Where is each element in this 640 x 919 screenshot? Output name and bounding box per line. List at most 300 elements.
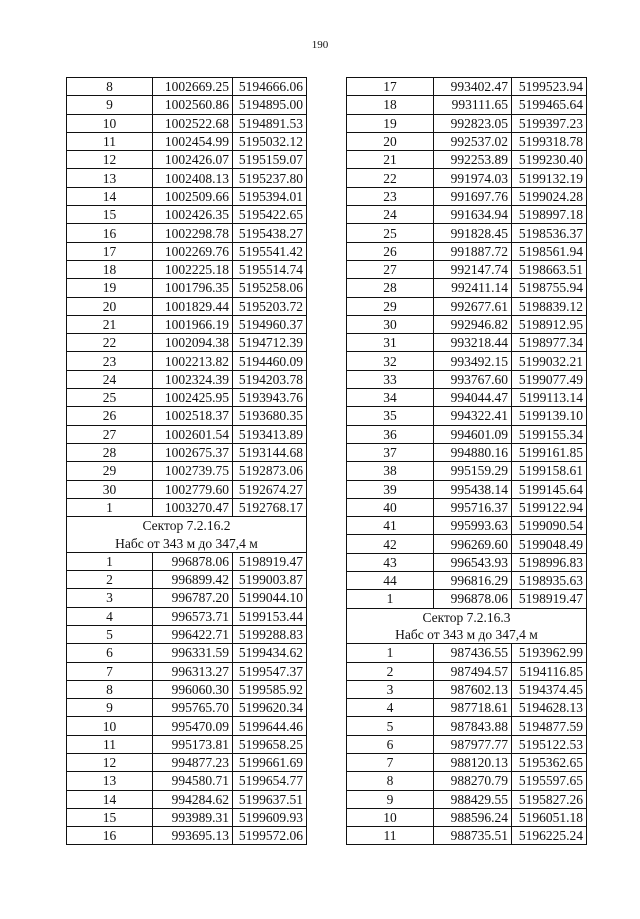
table-row bbox=[67, 169, 307, 187]
table-row bbox=[347, 717, 587, 735]
table-row bbox=[347, 827, 587, 845]
table-row bbox=[347, 334, 587, 352]
x-coordinate-cell: 1002669.25 bbox=[153, 78, 233, 96]
table-row bbox=[67, 389, 307, 407]
x-coordinate-cell: 996331.59 bbox=[153, 644, 233, 662]
table-row bbox=[67, 808, 307, 826]
y-coordinate-cell: 5199132.19 bbox=[512, 169, 587, 187]
point-number-cell: 20 bbox=[347, 132, 434, 150]
table-row bbox=[347, 315, 587, 333]
x-coordinate-cell: 991634.94 bbox=[434, 206, 512, 224]
y-coordinate-cell: 5194203.78 bbox=[233, 370, 307, 388]
x-coordinate-cell: 994322.41 bbox=[434, 407, 512, 425]
point-number-cell: 42 bbox=[347, 535, 434, 553]
point-number-cell: 6 bbox=[67, 644, 153, 662]
point-number-cell: 23 bbox=[347, 187, 434, 205]
point-number-cell: 31 bbox=[347, 334, 434, 352]
table-row bbox=[67, 279, 307, 297]
point-number-cell: 4 bbox=[347, 699, 434, 717]
point-number-cell: 8 bbox=[347, 772, 434, 790]
table-row bbox=[347, 735, 587, 753]
y-coordinate-cell: 5196225.24 bbox=[512, 827, 587, 845]
table-row bbox=[67, 498, 307, 516]
y-coordinate-cell: 5194374.45 bbox=[512, 680, 587, 698]
x-coordinate-cell: 992677.61 bbox=[434, 297, 512, 315]
y-coordinate-cell: 5199032.21 bbox=[512, 352, 587, 370]
x-coordinate-cell: 991828.45 bbox=[434, 224, 512, 242]
table-row bbox=[67, 571, 307, 589]
point-number-cell: 23 bbox=[67, 352, 153, 370]
y-coordinate-cell: 5195159.07 bbox=[233, 151, 307, 169]
x-coordinate-cell: 988735.51 bbox=[434, 827, 512, 845]
x-coordinate-cell: 1003270.47 bbox=[153, 498, 233, 516]
y-coordinate-cell: 5192873.06 bbox=[233, 462, 307, 480]
table-row bbox=[67, 151, 307, 169]
table-row bbox=[67, 96, 307, 114]
point-number-cell: 11 bbox=[67, 735, 153, 753]
point-number-cell: 11 bbox=[347, 827, 434, 845]
point-number-cell: 32 bbox=[347, 352, 434, 370]
x-coordinate-cell: 991697.76 bbox=[434, 187, 512, 205]
x-coordinate-cell: 992253.89 bbox=[434, 151, 512, 169]
point-number-cell: 10 bbox=[347, 808, 434, 826]
x-coordinate-cell: 996899.42 bbox=[153, 571, 233, 589]
table-row bbox=[67, 625, 307, 643]
table-row bbox=[347, 753, 587, 771]
y-coordinate-cell: 5198935.63 bbox=[512, 572, 587, 590]
table-row bbox=[347, 187, 587, 205]
table-row bbox=[67, 607, 307, 625]
x-coordinate-cell: 1002739.75 bbox=[153, 462, 233, 480]
table-row bbox=[67, 735, 307, 753]
x-coordinate-cell: 996422.71 bbox=[153, 625, 233, 643]
x-coordinate-cell: 996060.30 bbox=[153, 680, 233, 698]
table-row bbox=[67, 480, 307, 498]
x-coordinate-cell: 988270.79 bbox=[434, 772, 512, 790]
x-coordinate-cell: 987436.55 bbox=[434, 644, 512, 662]
x-coordinate-cell: 1002454.99 bbox=[153, 132, 233, 150]
point-number-cell: 12 bbox=[67, 151, 153, 169]
y-coordinate-cell: 5198839.12 bbox=[512, 297, 587, 315]
point-number-cell: 26 bbox=[347, 242, 434, 260]
point-number-cell: 17 bbox=[67, 242, 153, 260]
y-coordinate-cell: 5195394.01 bbox=[233, 187, 307, 205]
point-number-cell: 1 bbox=[67, 498, 153, 516]
x-coordinate-cell: 1002094.38 bbox=[153, 334, 233, 352]
right-rows-b bbox=[347, 644, 587, 845]
y-coordinate-cell: 5199288.83 bbox=[233, 625, 307, 643]
left-rows-a bbox=[67, 78, 307, 517]
y-coordinate-cell: 5199434.62 bbox=[233, 644, 307, 662]
y-coordinate-cell: 5199158.61 bbox=[512, 462, 587, 480]
point-number-cell: 17 bbox=[347, 78, 434, 96]
y-coordinate-cell: 5199044.10 bbox=[233, 589, 307, 607]
x-coordinate-cell: 994044.47 bbox=[434, 389, 512, 407]
x-coordinate-cell: 993695.13 bbox=[153, 827, 233, 845]
x-coordinate-cell: 992946.82 bbox=[434, 315, 512, 333]
x-coordinate-cell: 1001829.44 bbox=[153, 297, 233, 315]
x-coordinate-cell: 1002779.60 bbox=[153, 480, 233, 498]
y-coordinate-cell: 5199077.49 bbox=[512, 370, 587, 388]
point-number-cell: 22 bbox=[347, 169, 434, 187]
coordinates-table-right bbox=[346, 77, 587, 845]
table-row bbox=[347, 425, 587, 443]
y-coordinate-cell: 5194891.53 bbox=[233, 114, 307, 132]
point-number-cell: 1 bbox=[67, 552, 153, 570]
table-row bbox=[347, 78, 587, 96]
x-coordinate-cell: 987602.13 bbox=[434, 680, 512, 698]
point-number-cell: 34 bbox=[347, 389, 434, 407]
table-row bbox=[347, 699, 587, 717]
y-coordinate-cell: 5195597.65 bbox=[512, 772, 587, 790]
y-coordinate-cell: 5194877.59 bbox=[512, 717, 587, 735]
y-coordinate-cell: 5199048.49 bbox=[512, 535, 587, 553]
y-coordinate-cell: 5193144.68 bbox=[233, 443, 307, 461]
x-coordinate-cell: 1002601.54 bbox=[153, 425, 233, 443]
point-number-cell: 1 bbox=[347, 644, 434, 662]
point-number-cell: 9 bbox=[347, 790, 434, 808]
x-coordinate-cell: 1002426.07 bbox=[153, 151, 233, 169]
table-row bbox=[67, 187, 307, 205]
x-coordinate-cell: 995438.14 bbox=[434, 480, 512, 498]
point-number-cell: 25 bbox=[67, 389, 153, 407]
y-coordinate-cell: 5199644.46 bbox=[233, 717, 307, 735]
table-row bbox=[67, 644, 307, 662]
point-number-cell: 41 bbox=[347, 517, 434, 535]
y-coordinate-cell: 5195362.65 bbox=[512, 753, 587, 771]
y-coordinate-cell: 5198912.95 bbox=[512, 315, 587, 333]
point-number-cell: 12 bbox=[67, 753, 153, 771]
table-row bbox=[347, 480, 587, 498]
point-number-cell: 5 bbox=[347, 717, 434, 735]
y-coordinate-cell: 5198755.94 bbox=[512, 279, 587, 297]
table-row bbox=[67, 443, 307, 461]
point-number-cell: 38 bbox=[347, 462, 434, 480]
table-row bbox=[347, 535, 587, 553]
x-coordinate-cell: 1002269.76 bbox=[153, 242, 233, 260]
point-number-cell: 1 bbox=[347, 590, 434, 608]
right-rows-a bbox=[347, 78, 587, 609]
table-row bbox=[347, 260, 587, 278]
table-row bbox=[347, 279, 587, 297]
right-section-header bbox=[347, 608, 587, 644]
table-row bbox=[347, 553, 587, 571]
x-coordinate-cell: 1002675.37 bbox=[153, 443, 233, 461]
point-number-cell: 30 bbox=[67, 480, 153, 498]
table-row bbox=[67, 297, 307, 315]
x-coordinate-cell: 987977.77 bbox=[434, 735, 512, 753]
table-row bbox=[67, 224, 307, 242]
point-number-cell: 2 bbox=[67, 571, 153, 589]
y-coordinate-cell: 5199523.94 bbox=[512, 78, 587, 96]
x-coordinate-cell: 996543.93 bbox=[434, 553, 512, 571]
table-row bbox=[67, 753, 307, 771]
x-coordinate-cell: 991974.03 bbox=[434, 169, 512, 187]
table-row bbox=[347, 517, 587, 535]
y-coordinate-cell: 5194666.06 bbox=[233, 78, 307, 96]
point-number-cell: 13 bbox=[67, 169, 153, 187]
y-coordinate-cell: 5199122.94 bbox=[512, 498, 587, 516]
point-number-cell: 8 bbox=[67, 680, 153, 698]
table-row bbox=[347, 370, 587, 388]
point-number-cell: 29 bbox=[347, 297, 434, 315]
table-row bbox=[67, 407, 307, 425]
table-row bbox=[67, 334, 307, 352]
x-coordinate-cell: 987718.61 bbox=[434, 699, 512, 717]
y-coordinate-cell: 5198919.47 bbox=[233, 552, 307, 570]
table-row bbox=[347, 462, 587, 480]
y-coordinate-cell: 5198977.34 bbox=[512, 334, 587, 352]
point-number-cell: 21 bbox=[347, 151, 434, 169]
point-number-cell: 30 bbox=[347, 315, 434, 333]
y-coordinate-cell: 5199547.37 bbox=[233, 662, 307, 680]
point-number-cell: 3 bbox=[347, 680, 434, 698]
table-row bbox=[67, 552, 307, 570]
x-coordinate-cell: 1002298.78 bbox=[153, 224, 233, 242]
x-coordinate-cell: 995159.29 bbox=[434, 462, 512, 480]
y-coordinate-cell: 5199572.06 bbox=[233, 827, 307, 845]
y-coordinate-cell: 5195032.12 bbox=[233, 132, 307, 150]
point-number-cell: 5 bbox=[67, 625, 153, 643]
point-number-cell: 10 bbox=[67, 114, 153, 132]
x-coordinate-cell: 994877.23 bbox=[153, 753, 233, 771]
x-coordinate-cell: 995470.09 bbox=[153, 717, 233, 735]
table-row bbox=[347, 790, 587, 808]
point-number-cell: 18 bbox=[67, 260, 153, 278]
x-coordinate-cell: 1002225.18 bbox=[153, 260, 233, 278]
table-row bbox=[347, 572, 587, 590]
point-number-cell: 28 bbox=[347, 279, 434, 297]
x-coordinate-cell: 991887.72 bbox=[434, 242, 512, 260]
table-row bbox=[347, 96, 587, 114]
table-row bbox=[67, 114, 307, 132]
x-coordinate-cell: 988596.24 bbox=[434, 808, 512, 826]
table-row bbox=[67, 662, 307, 680]
x-coordinate-cell: 995765.70 bbox=[153, 699, 233, 717]
point-number-cell: 9 bbox=[67, 699, 153, 717]
y-coordinate-cell: 5199620.34 bbox=[233, 699, 307, 717]
table-row bbox=[67, 462, 307, 480]
table-row bbox=[67, 132, 307, 150]
y-coordinate-cell: 5199661.69 bbox=[233, 753, 307, 771]
point-number-cell: 22 bbox=[67, 334, 153, 352]
point-number-cell: 9 bbox=[67, 96, 153, 114]
y-coordinate-cell: 5193413.89 bbox=[233, 425, 307, 443]
y-coordinate-cell: 5195422.65 bbox=[233, 206, 307, 224]
table-row bbox=[67, 78, 307, 96]
point-number-cell: 37 bbox=[347, 443, 434, 461]
x-coordinate-cell: 1002213.82 bbox=[153, 352, 233, 370]
point-number-cell: 20 bbox=[67, 297, 153, 315]
y-coordinate-cell: 5198919.47 bbox=[512, 590, 587, 608]
table-row bbox=[67, 206, 307, 224]
x-coordinate-cell: 995716.37 bbox=[434, 498, 512, 516]
y-coordinate-cell: 5194628.13 bbox=[512, 699, 587, 717]
x-coordinate-cell: 1002518.37 bbox=[153, 407, 233, 425]
y-coordinate-cell: 5199609.93 bbox=[233, 808, 307, 826]
point-number-cell: 44 bbox=[347, 572, 434, 590]
x-coordinate-cell: 995993.63 bbox=[434, 517, 512, 535]
point-number-cell: 14 bbox=[67, 790, 153, 808]
point-number-cell: 29 bbox=[67, 462, 153, 480]
point-number-cell: 40 bbox=[347, 498, 434, 516]
point-number-cell: 7 bbox=[67, 662, 153, 680]
point-number-cell: 16 bbox=[67, 827, 153, 845]
x-coordinate-cell: 996269.60 bbox=[434, 535, 512, 553]
y-coordinate-cell: 5199003.87 bbox=[233, 571, 307, 589]
point-number-cell: 19 bbox=[347, 114, 434, 132]
x-coordinate-cell: 1002522.68 bbox=[153, 114, 233, 132]
x-coordinate-cell: 1002408.13 bbox=[153, 169, 233, 187]
left-section-header bbox=[67, 517, 307, 553]
table-row bbox=[347, 352, 587, 370]
y-coordinate-cell: 5199637.51 bbox=[233, 790, 307, 808]
y-coordinate-cell: 5199654.77 bbox=[233, 772, 307, 790]
x-coordinate-cell: 1002425.95 bbox=[153, 389, 233, 407]
y-coordinate-cell: 5195258.06 bbox=[233, 279, 307, 297]
table-row bbox=[347, 206, 587, 224]
point-number-cell: 3 bbox=[67, 589, 153, 607]
point-number-cell: 26 bbox=[67, 407, 153, 425]
point-number-cell: 27 bbox=[67, 425, 153, 443]
y-coordinate-cell: 5199024.28 bbox=[512, 187, 587, 205]
table-row bbox=[67, 242, 307, 260]
x-coordinate-cell: 993402.47 bbox=[434, 78, 512, 96]
y-coordinate-cell: 5198561.94 bbox=[512, 242, 587, 260]
y-coordinate-cell: 5199145.64 bbox=[512, 480, 587, 498]
x-coordinate-cell: 993989.31 bbox=[153, 808, 233, 826]
table-row bbox=[67, 370, 307, 388]
point-number-cell: 24 bbox=[67, 370, 153, 388]
x-coordinate-cell: 994880.16 bbox=[434, 443, 512, 461]
y-coordinate-cell: 5199230.40 bbox=[512, 151, 587, 169]
point-number-cell: 28 bbox=[67, 443, 153, 461]
x-coordinate-cell: 994284.62 bbox=[153, 790, 233, 808]
table-row bbox=[67, 315, 307, 333]
y-coordinate-cell: 5194460.09 bbox=[233, 352, 307, 370]
table-row bbox=[347, 772, 587, 790]
left-rows-b bbox=[67, 552, 307, 845]
y-coordinate-cell: 5199465.64 bbox=[512, 96, 587, 114]
x-coordinate-cell: 993218.44 bbox=[434, 334, 512, 352]
table-row bbox=[347, 114, 587, 132]
table-row bbox=[67, 680, 307, 698]
y-coordinate-cell: 5199153.44 bbox=[233, 607, 307, 625]
table-row bbox=[347, 443, 587, 461]
table-row bbox=[67, 699, 307, 717]
x-coordinate-cell: 1002509.66 bbox=[153, 187, 233, 205]
table-row bbox=[67, 790, 307, 808]
y-coordinate-cell: 5199139.10 bbox=[512, 407, 587, 425]
point-number-cell: 39 bbox=[347, 480, 434, 498]
x-coordinate-cell: 996816.29 bbox=[434, 572, 512, 590]
table-row bbox=[67, 772, 307, 790]
point-number-cell: 13 bbox=[67, 772, 153, 790]
point-number-cell: 2 bbox=[347, 662, 434, 680]
y-coordinate-cell: 5195122.53 bbox=[512, 735, 587, 753]
y-coordinate-cell: 5198996.83 bbox=[512, 553, 587, 571]
x-coordinate-cell: 996787.20 bbox=[153, 589, 233, 607]
x-coordinate-cell: 993111.65 bbox=[434, 96, 512, 114]
point-number-cell: 35 bbox=[347, 407, 434, 425]
y-coordinate-cell: 5199161.85 bbox=[512, 443, 587, 461]
coordinates-table-left bbox=[66, 77, 307, 845]
x-coordinate-cell: 993492.15 bbox=[434, 352, 512, 370]
table-row bbox=[347, 680, 587, 698]
y-coordinate-cell: 5198997.18 bbox=[512, 206, 587, 224]
table-row bbox=[347, 662, 587, 680]
section-title: Сектор 7.2.16.2 bbox=[67, 517, 307, 535]
x-coordinate-cell: 992411.14 bbox=[434, 279, 512, 297]
table-row bbox=[347, 297, 587, 315]
y-coordinate-cell: 5192768.17 bbox=[233, 498, 307, 516]
y-coordinate-cell: 5196051.18 bbox=[512, 808, 587, 826]
y-coordinate-cell: 5198663.51 bbox=[512, 260, 587, 278]
table-row bbox=[347, 590, 587, 608]
y-coordinate-cell: 5194960.37 bbox=[233, 315, 307, 333]
table-row bbox=[347, 389, 587, 407]
x-coordinate-cell: 994580.71 bbox=[153, 772, 233, 790]
y-coordinate-cell: 5195438.27 bbox=[233, 224, 307, 242]
table-row bbox=[347, 242, 587, 260]
x-coordinate-cell: 1001966.19 bbox=[153, 315, 233, 333]
point-number-cell: 18 bbox=[347, 96, 434, 114]
point-number-cell: 15 bbox=[67, 808, 153, 826]
section-subtitle: Набс от 343 м до 347,4 м bbox=[67, 534, 307, 552]
x-coordinate-cell: 988429.55 bbox=[434, 790, 512, 808]
y-coordinate-cell: 5194712.39 bbox=[233, 334, 307, 352]
y-coordinate-cell: 5192674.27 bbox=[233, 480, 307, 498]
y-coordinate-cell: 5193962.99 bbox=[512, 644, 587, 662]
table-row bbox=[67, 260, 307, 278]
x-coordinate-cell: 1002324.39 bbox=[153, 370, 233, 388]
table-row bbox=[347, 224, 587, 242]
point-number-cell: 16 bbox=[67, 224, 153, 242]
table-row bbox=[347, 644, 587, 662]
point-number-cell: 14 bbox=[67, 187, 153, 205]
table-row bbox=[67, 827, 307, 845]
point-number-cell: 19 bbox=[67, 279, 153, 297]
point-number-cell: 24 bbox=[347, 206, 434, 224]
y-coordinate-cell: 5199113.14 bbox=[512, 389, 587, 407]
table-row bbox=[347, 169, 587, 187]
y-coordinate-cell: 5194116.85 bbox=[512, 662, 587, 680]
point-number-cell: 27 bbox=[347, 260, 434, 278]
y-coordinate-cell: 5199155.34 bbox=[512, 425, 587, 443]
y-coordinate-cell: 5195237.80 bbox=[233, 169, 307, 187]
x-coordinate-cell: 996573.71 bbox=[153, 607, 233, 625]
y-coordinate-cell: 5195827.26 bbox=[512, 790, 587, 808]
y-coordinate-cell: 5194895.00 bbox=[233, 96, 307, 114]
y-coordinate-cell: 5195203.72 bbox=[233, 297, 307, 315]
table-row bbox=[347, 407, 587, 425]
point-number-cell: 36 bbox=[347, 425, 434, 443]
table-row bbox=[67, 717, 307, 735]
x-coordinate-cell: 988120.13 bbox=[434, 753, 512, 771]
table-row bbox=[67, 589, 307, 607]
x-coordinate-cell: 992147.74 bbox=[434, 260, 512, 278]
y-coordinate-cell: 5195514.74 bbox=[233, 260, 307, 278]
x-coordinate-cell: 1002426.35 bbox=[153, 206, 233, 224]
x-coordinate-cell: 996878.06 bbox=[434, 590, 512, 608]
x-coordinate-cell: 1002560.86 bbox=[153, 96, 233, 114]
point-number-cell: 8 bbox=[67, 78, 153, 96]
point-number-cell: 7 bbox=[347, 753, 434, 771]
point-number-cell: 33 bbox=[347, 370, 434, 388]
table-row bbox=[67, 425, 307, 443]
point-number-cell: 25 bbox=[347, 224, 434, 242]
x-coordinate-cell: 987494.57 bbox=[434, 662, 512, 680]
